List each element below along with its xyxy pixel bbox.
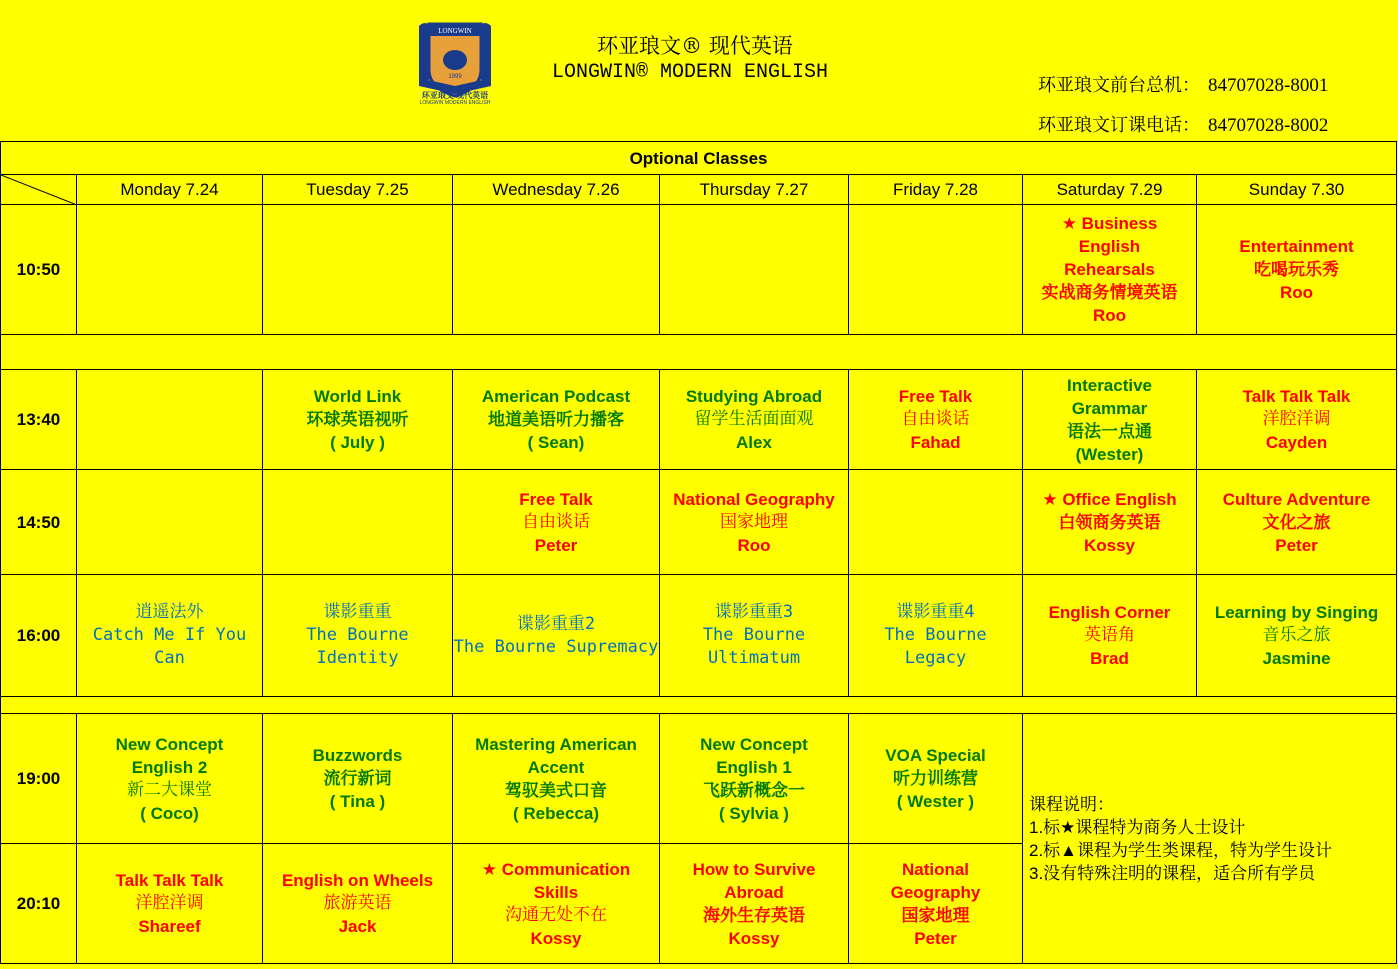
class-1450-sun[interactable] [1197,470,1397,575]
class-title: Free Talk [898,387,973,406]
class-teacher: Kossy [1083,535,1136,555]
class-title: English on Wheels [281,871,434,890]
class-title: English [1078,237,1141,256]
class-title-cn: 谍影重重3 [714,602,794,622]
class-title: Talk Talk Talk [115,871,224,890]
class-1340-sun[interactable] [1197,370,1397,470]
class-teacher: (Wester) [1075,444,1144,464]
logo-caption: 环亚琅文 现代英语 [421,91,489,100]
class-title: Catch Me If You [92,625,247,645]
cell-1050-thu [660,205,849,335]
notes-item: 3.没有特殊注明的课程，适合所有学员 [1029,863,1316,883]
class-title-cn: 英语角 [1084,625,1135,645]
class-title-cn: 听力训练营 [893,769,978,788]
class-1600-sun[interactable] [1197,575,1397,697]
class-1900-thu[interactable] [660,714,849,844]
day-header-tuesday: Tuesday 7.25 [263,175,453,205]
class-teacher: Peter [1275,535,1318,555]
class-2010-fri[interactable] [849,844,1023,964]
class-1600-wed[interactable] [453,575,660,697]
class-teacher: Shareef [138,917,201,936]
class-title: Free Talk [519,489,593,509]
class-title: Accent [527,757,585,777]
header [0,0,1398,141]
corner-cell [1,175,77,205]
class-1600-sat[interactable] [1023,575,1197,697]
class-title: Interactive [1066,375,1153,395]
class-title: Can [154,648,185,668]
class-teacher: Fahad [910,433,961,452]
day-header-monday: Monday 7.24 [77,175,263,205]
row-1450 [1,470,1397,575]
class-title: English 1 [716,757,792,777]
cell-1050-fri [849,205,1023,335]
class-title: ★ Communication [481,859,631,879]
cell-1050-wed [453,205,660,335]
cell-1450-fri [849,470,1023,575]
time-1340: 13:40 [1,370,77,470]
contact-booking-number: 84707028-8002 [1208,115,1329,136]
class-1600-tue[interactable] [263,575,453,697]
class-1900-tue[interactable] [263,714,453,844]
contact-front-desk-label: 环亚琅文前台总机： [1038,75,1200,96]
row-1600 [1,575,1397,697]
class-title: Culture Adventure [1222,489,1371,509]
class-1900-wed[interactable] [453,714,660,844]
class-title: Learning by Singing [1214,603,1379,622]
day-header-friday: Friday 7.28 [849,175,1023,205]
class-title-cn: 国家地理 [901,905,970,925]
class-title: The Bourne [306,625,409,645]
class-teacher: Peter [534,535,578,555]
class-title-cn: 逍遥法外 [135,602,204,622]
class-teacher: Brad [1090,649,1129,668]
class-teacher: ( Tina ) [329,792,386,811]
class-1450-wed[interactable] [453,470,660,575]
class-title-cn: 驾驭美式口音 [505,780,607,800]
class-title-cn: 语法一点通 [1067,421,1152,441]
class-title: The Bourne [884,625,987,645]
class-title-cn: 国家地理 [720,511,788,532]
class-title: Legacy [904,648,967,668]
class-1340-wed[interactable] [453,370,660,470]
class-title-cn: 谍影重重2 [516,613,596,634]
class-title: English Corner [1048,603,1171,622]
class-title-cn: 自由谈话 [901,409,970,429]
class-title-cn: 谍影重重4 [896,602,975,622]
class-title: Grammar [1071,398,1148,418]
cell-1340-mon [77,370,263,470]
class-teacher: Roo [1092,306,1127,325]
class-title: New Concept [115,734,224,754]
class-2010-wed[interactable] [453,844,660,964]
row-1340 [1,370,1397,470]
class-title: VOA Special [885,746,986,765]
class-teacher: ( Sean) [527,433,585,452]
class-title: National Geography [673,489,835,509]
class-title-cn: 谍影重重 [323,602,392,622]
class-1600-fri[interactable] [849,575,1023,697]
class-teacher: Alex [736,433,772,452]
time-1050: 10:50 [1,205,77,335]
class-2010-tue[interactable] [263,844,453,964]
class-teacher: Kossy [728,928,780,948]
break-row [1,697,1397,714]
class-2010-mon[interactable] [77,844,263,964]
class-teacher: Peter [914,928,957,948]
class-title-cn: 新二大课堂 [127,779,212,800]
class-title: Geography [890,882,981,902]
logo-caption-en: LONGWIN MODERN ENGLISH [419,100,491,106]
class-1450-thu[interactable] [660,470,849,575]
notes-item: 2.标▲课程为学生类课程，特为学生设计 [1029,840,1333,860]
row-1900 [1,714,1397,844]
cell-1450-mon [77,470,263,575]
schedule-table [0,141,1397,964]
class-1050-sat[interactable] [1023,205,1197,335]
day-header-wednesday: Wednesday 7.26 [453,175,660,205]
class-title: National [901,859,970,879]
class-title-cn: 沟通无处不在 [505,904,607,925]
table-title: Optional Classes [1,142,1397,175]
class-teacher: Kossy [530,928,582,948]
class-1450-sat[interactable] [1023,470,1197,575]
day-header-saturday: Saturday 7.29 [1023,175,1197,205]
class-1600-thu[interactable] [660,575,849,697]
class-title-cn: 实战商务情境英语 [1041,283,1178,302]
row-1050 [1,205,1397,335]
class-title-cn: 白领商务英语 [1058,512,1161,532]
class-1900-fri[interactable] [849,714,1023,844]
class-title-cn: 自由谈话 [522,511,590,532]
class-title: American Podcast [481,387,631,406]
time-1450: 14:50 [1,470,77,575]
class-title-cn: 吃喝玩乐秀 [1254,260,1340,279]
class-title: The Bourne Supremacy [453,636,659,657]
class-title-cn: 流行新词 [323,769,392,788]
cell-1050-tue [263,205,453,335]
class-1600-mon[interactable] [77,575,263,697]
class-title-cn: 文化之旅 [1262,512,1331,532]
class-teacher: Cayden [1265,433,1328,452]
time-1600: 16:00 [1,575,77,697]
class-teacher: ( Rebecca) [513,803,599,823]
class-title-cn: 洋腔洋调 [135,893,204,913]
class-title: Talk Talk Talk [1242,387,1351,406]
class-title: World Link [313,387,402,406]
class-title: How to Survive [692,859,816,879]
contact-booking-label: 环亚琅文订课电话： [1038,115,1200,136]
class-title-cn: 留学生活面面观 [694,409,814,429]
cell-1450-tue [263,470,453,575]
class-teacher: Jack [338,917,377,936]
class-title: Abroad [724,882,784,902]
class-title-cn: 音乐之旅 [1262,625,1331,645]
class-1050-sun[interactable] [1197,205,1397,335]
class-teacher: Jasmine [1262,649,1331,668]
class-1340-thu[interactable] [660,370,849,470]
logo-year: 1999 [448,74,462,80]
class-title-cn: 旅游英语 [323,893,392,913]
class-title-cn: 飞跃新概念一 [703,780,805,800]
class-teacher: ( Wester ) [896,792,975,811]
break-row [1,335,1397,370]
day-header-thursday: Thursday 7.27 [660,175,849,205]
class-title: Mastering American [475,734,637,754]
class-teacher: ( Coco) [140,803,199,823]
class-teacher: Roo [1280,283,1314,302]
class-title: Buzzwords [312,746,403,765]
class-title: Rehearsals [1064,260,1155,279]
class-1340-fri[interactable] [849,370,1023,470]
class-title: New Concept [700,734,808,754]
title-english: LONGWIN® MODERN ENGLISH [551,61,829,84]
class-title: The Bourne [702,625,806,645]
time-2010: 20:10 [1,844,77,964]
class-title: English 2 [131,757,208,777]
contact-booking [1038,111,1328,137]
notes-item: 1.标★课程特为商务人士设计 [1029,817,1246,837]
class-title: ★ Office English [1042,489,1177,509]
class-title-cn: 环球英语视听 [306,410,409,429]
logo-text: LONGWIN [438,27,472,35]
class-teacher: Roo [737,535,771,555]
class-1340-tue[interactable] [263,370,453,470]
day-header-sunday: Sunday 7.30 [1197,175,1397,205]
class-title: Ultimatum [707,648,801,668]
class-title: Studying Abroad [685,387,823,406]
contact-front-desk-number: 84707028-8001 [1208,75,1329,96]
class-title: ★ Business [1061,214,1158,233]
class-teacher: ( Sylvia ) [719,803,789,823]
course-notes [1023,714,1397,964]
class-2010-thu[interactable] [660,844,849,964]
class-title-cn: 洋腔洋调 [1262,409,1331,429]
cell-1050-mon [77,205,263,335]
time-1900: 19:00 [1,714,77,844]
class-1900-mon[interactable] [77,714,263,844]
class-title-cn: 地道美语听力播客 [488,410,624,429]
title-chinese: 环亚琅文® 现代英语 [597,34,793,58]
class-title: Identity [316,648,399,668]
class-title: Skills [533,882,579,902]
class-1340-sat[interactable] [1023,370,1197,470]
notes-heading: 课程说明： [1029,794,1114,814]
class-title: Entertainment [1239,237,1354,256]
class-teacher: ( July ) [330,433,385,452]
day-header-row [1,175,1397,205]
contact-front-desk [1038,71,1328,97]
class-title-cn: 海外生存英语 [703,905,805,925]
